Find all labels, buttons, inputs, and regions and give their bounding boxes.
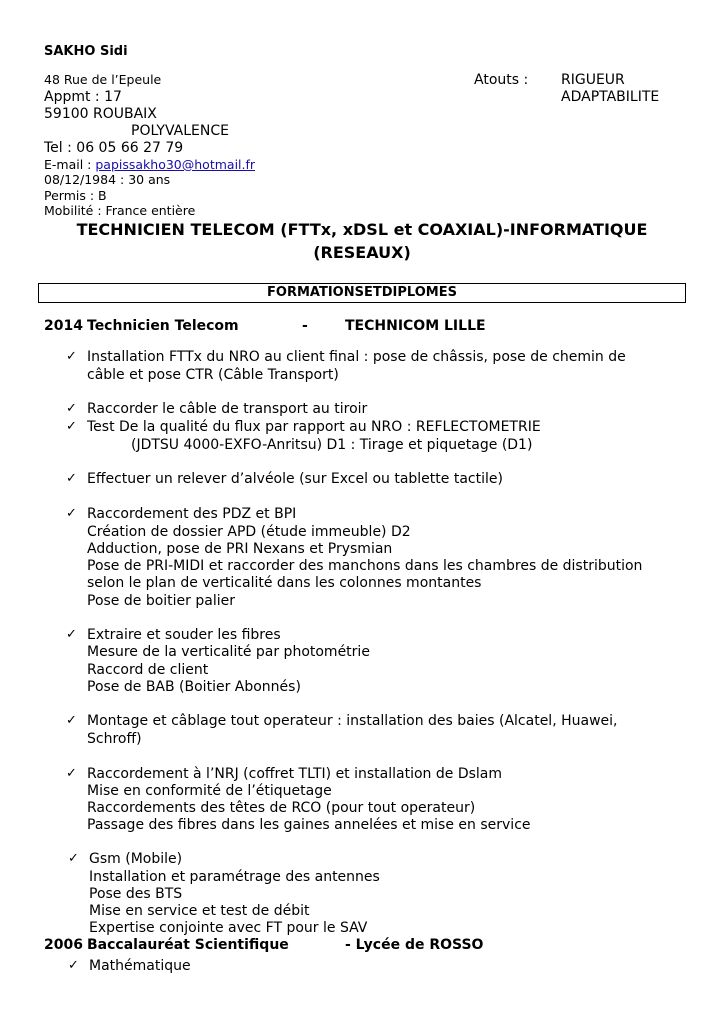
checkmark-icon: ✓ xyxy=(66,419,77,434)
entry-role: Baccalauréat Scientifique xyxy=(87,937,289,953)
polyvalence-label: POLYVALENCE xyxy=(131,123,229,139)
candidate-name: SAKHO Sidi xyxy=(44,44,128,59)
address-line-1: 48 Rue de l’Epeule xyxy=(44,72,162,87)
list-item: Gsm (Mobile) xyxy=(89,851,183,867)
checkmark-icon: ✓ xyxy=(66,766,77,781)
list-item: Passage des fibres dans les gaines annelées et mise en service xyxy=(87,817,531,833)
list-item: Raccorder le câble de transport au tiroir xyxy=(87,401,368,417)
checkmark-icon: ✓ xyxy=(66,627,77,642)
entry-organization: - Lycée de ROSSO xyxy=(345,937,484,953)
list-item: Raccord de client xyxy=(87,662,209,678)
list-item: selon le plan de verticalité dans les colonnes montantes xyxy=(87,575,482,591)
checkmark-icon: ✓ xyxy=(66,506,77,521)
birth-date: 08/12/1984 : 30 ans xyxy=(44,172,171,187)
entry-year: 2014 xyxy=(44,318,83,334)
list-item: Raccordement des PDZ et BPI xyxy=(87,506,297,522)
atouts-label: Atouts : xyxy=(474,72,529,88)
list-item: Mise en conformité de l’étiquetage xyxy=(87,783,332,799)
entry-year: 2006 xyxy=(44,937,83,953)
list-item: Pose de BAB (Boitier Abonnés) xyxy=(87,679,301,695)
address-line-2: Appmt : 17 xyxy=(44,89,122,105)
checkmark-icon: ✓ xyxy=(66,349,77,364)
atout-item: ADAPTABILITE xyxy=(561,89,660,105)
mobility: Mobilité : France entière xyxy=(44,203,196,218)
atout-item: RIGUEUR xyxy=(561,72,625,88)
list-item: Extraire et souder les fibres xyxy=(87,627,281,643)
list-item: Création de dossier APD (étude immeuble) D2 xyxy=(87,524,411,540)
list-item: Installation et paramétrage des antennes xyxy=(89,869,380,885)
checkmark-icon: ✓ xyxy=(66,471,77,486)
email-row xyxy=(44,157,255,172)
list-item: (JDTSU 4000-EXFO-Anritsu) D1 : Tirage et piquetage (D1) xyxy=(131,437,533,453)
list-item: Pose de boitier palier xyxy=(87,593,235,609)
checkmark-icon: ✓ xyxy=(66,401,77,416)
list-item: Raccordement à l’NRJ (coffret TLTI) et installation de Dslam xyxy=(87,766,503,782)
list-item: Raccordements des têtes de RCO (pour tout operateur) xyxy=(87,800,476,816)
email-label: E-mail : xyxy=(44,157,96,172)
list-item: Installation FTTx du NRO au client final : pose de châssis, pose de chemin de xyxy=(87,349,626,365)
phone-number: Tel : 06 05 66 27 79 xyxy=(44,140,184,156)
checkmark-icon: ✓ xyxy=(68,958,79,973)
email-link[interactable]: papissakho30@hotmail.fr xyxy=(95,157,256,172)
entry-role: Technicien Telecom xyxy=(87,318,239,334)
list-item: Expertise conjointe avec FT pour le SAV xyxy=(89,920,368,936)
address-line-3: 59100 ROUBAIX xyxy=(44,106,157,122)
list-item: Mesure de la verticalité par photométrie xyxy=(87,644,370,660)
list-item: Effectuer un relever d’alvéole (sur Excel ou tablette tactile) xyxy=(87,471,503,487)
list-item: Schroff) xyxy=(87,731,142,747)
driving-permit: Permis : B xyxy=(44,188,107,203)
checkmark-icon: ✓ xyxy=(66,713,77,728)
list-item: Pose de PRI-MIDI et raccorder des manchons dans les chambres de distribution xyxy=(87,558,643,574)
list-item: Mathématique xyxy=(89,958,191,974)
entry-organization: TECHNICOM LILLE xyxy=(345,318,486,334)
job-title-line-2: (RESEAUX) xyxy=(313,243,411,262)
entry-dash: - xyxy=(302,318,308,334)
list-item: câble et pose CTR (Câble Transport) xyxy=(87,367,339,383)
list-item: Pose des BTS xyxy=(89,886,183,902)
list-item: Adduction, pose de PRI Nexans et Prysmian xyxy=(87,541,393,557)
section-title-formations: FORMATIONSETDIPLOMES xyxy=(38,283,686,303)
list-item: Mise en service et test de débit xyxy=(89,903,310,919)
list-item: Montage et câblage tout operateur : installation des baies (Alcatel, Huawei, xyxy=(87,713,618,729)
job-title-line-1: TECHNICIEN TELECOM (FTTx, xDSL et COAXIAL)-INFORMATIQUE xyxy=(76,220,648,239)
checkmark-icon: ✓ xyxy=(68,851,79,866)
list-item: Test De la qualité du flux par rapport au NRO : REFLECTOMETRIE xyxy=(87,419,541,435)
